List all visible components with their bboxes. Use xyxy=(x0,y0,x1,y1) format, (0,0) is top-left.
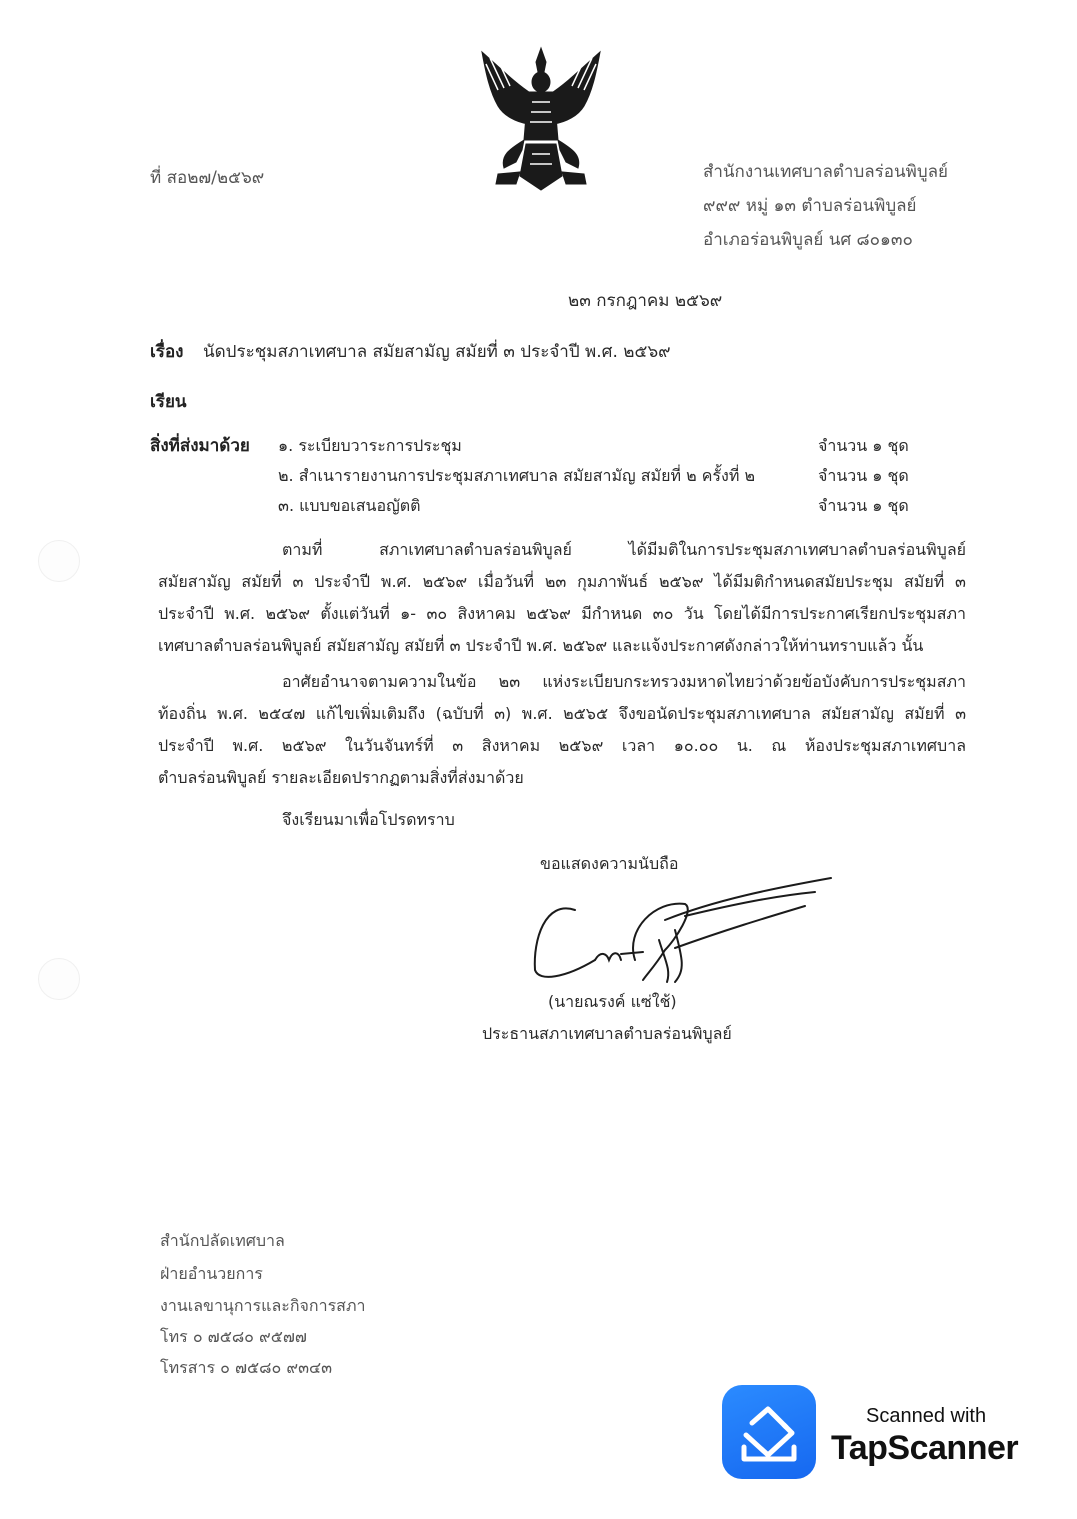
closing-sentence: จึงเรียนมาเพื่อโปรดทราบ xyxy=(282,810,455,829)
tapscanner-logo-icon xyxy=(722,1385,816,1479)
enclosure-item-qty: จำนวน ๑ ชุด xyxy=(818,436,909,455)
garuda-emblem-icon xyxy=(476,44,606,194)
enclosure-item-qty: จำนวน ๑ ชุด xyxy=(818,496,909,515)
paragraph-line: เทศบาลตำบลร่อนพิบูลย์ สมัยสามัญ สมัยที่ ๓ ประจำปี พ.ศ. ๒๕๖๙ และแจ้งประกาศดังกล่าวให้ท่านทราบแล้ว นั้น xyxy=(158,636,924,655)
enclosure-item xyxy=(278,494,938,524)
recipient-label: เรียน xyxy=(150,392,187,412)
paragraph-line: ประจำปี พ.ศ. ๒๕๖๙ ตั้งแต่วันที่ ๑- ๓๐ สิงหาคม ๒๕๖๙ มีกำหนด ๓๐ วัน โดยได้มีการประกาศเรียกประชุมสภา xyxy=(158,604,966,623)
reference-number: ที่ สอ๒๗/๒๕๖๙ xyxy=(150,168,265,188)
paragraph-line: ตามที่ สภาเทศบาลตำบลร่อนพิบูลย์ ได้มีมติในการประชุมสภาเทศบาลตำบลร่อนพิบูลย์ xyxy=(282,540,966,559)
punch-hole-bottom xyxy=(38,958,80,1000)
enclosure-item xyxy=(278,464,938,494)
signatory-position: ประธานสภาเทศบาลตำบลร่อนพิบูลย์ xyxy=(482,1024,732,1043)
subject-label: เรื่อง xyxy=(150,342,184,362)
regards-text: ขอแสดงความนับถือ xyxy=(540,854,679,873)
body-paragraph-1 xyxy=(158,534,966,662)
paragraph-line: ตำบลร่อนพิบูลย์ รายละเอียดปรากฏตามสิ่งที่ส่งมาด้วย xyxy=(158,768,524,787)
enclosure-item-text: ๑. ระเบียบวาระการประชุม xyxy=(278,436,462,455)
footer-office: สำนักปลัดเทศบาล xyxy=(160,1231,285,1250)
enclosure-item xyxy=(278,434,938,464)
office-name: สำนักงานเทศบาลตำบลร่อนพิบูลย์ xyxy=(703,162,948,182)
paragraph-line: สมัยสามัญ สมัยที่ ๓ ประจำปี พ.ศ. ๒๕๖๙ เมื่อวันที่ ๒๓ กุมภาพันธ์ ๒๕๖๙ ได้มีมติกำหนดสมัยประชุม สมัยที่ ๓ xyxy=(158,572,966,591)
enclosure-item-text: ๒. สำเนารายงานการประชุมสภาเทศบาล สมัยสามัญ สมัยที่ ๒ ครั้งที่ ๒ xyxy=(278,466,756,485)
enclosure-item-text: ๓. แบบขอเสนอญัตติ xyxy=(278,496,421,515)
signature-icon xyxy=(525,870,835,990)
footer-division: ฝ่ายอำนวยการ xyxy=(160,1264,263,1283)
letter-date: ๒๓ กรกฎาคม ๒๕๖๙ xyxy=(568,291,723,311)
paragraph-line: ท้องถิ่น พ.ศ. ๒๕๔๗ แก้ไขเพิ่มเติมถึง (ฉบับที่ ๓) พ.ศ. ๒๕๖๕ จึงขอนัดประชุมสภาเทศบาล สมัยสามัญ สมัยที่ ๓ xyxy=(158,704,966,723)
enclosure-item-qty: จำนวน ๑ ชุด xyxy=(818,466,909,485)
subject-text: นัดประชุมสภาเทศบาล สมัยสามัญ สมัยที่ ๓ ประจำปี พ.ศ. ๒๕๖๙ xyxy=(203,342,671,362)
footer-section: งานเลขานุการและกิจการสภา xyxy=(160,1296,366,1315)
punch-hole-top xyxy=(38,540,80,582)
watermark-caption: Scanned with xyxy=(866,1405,987,1427)
watermark-brand: TapScanner xyxy=(831,1429,1019,1467)
enclosures-label: สิ่งที่ส่งมาด้วย xyxy=(150,436,250,456)
footer-phone: โทร ๐ ๗๕๘๐ ๙๕๗๗ xyxy=(160,1327,307,1346)
paragraph-line: อาศัยอำนาจตามความในข้อ ๒๓ แห่งระเบียบกระทรวงมหาดไทยว่าด้วยข้อบังคับการประชุมสภา xyxy=(282,672,966,691)
office-address-line: ๙๙๙ หมู่ ๑๓ ตำบลร่อนพิบูลย์ xyxy=(703,196,917,216)
body-paragraph-2 xyxy=(158,666,966,794)
signatory-name: (นายณรงค์ แซ่ใช้) xyxy=(548,992,677,1011)
office-district-line: อำเภอร่อนพิบูลย์ นศ ๘๐๑๓๐ xyxy=(703,230,913,250)
paragraph-line: ประจำปี พ.ศ. ๒๕๖๙ ในวันจันทร์ที่ ๓ สิงหาคม ๒๕๖๙ เวลา ๑๐.๐๐ น. ณ ห้องประชุมสภาเทศบาล xyxy=(158,736,966,755)
footer-fax: โทรสาร ๐ ๗๕๘๐ ๙๓๔๓ xyxy=(160,1358,333,1377)
